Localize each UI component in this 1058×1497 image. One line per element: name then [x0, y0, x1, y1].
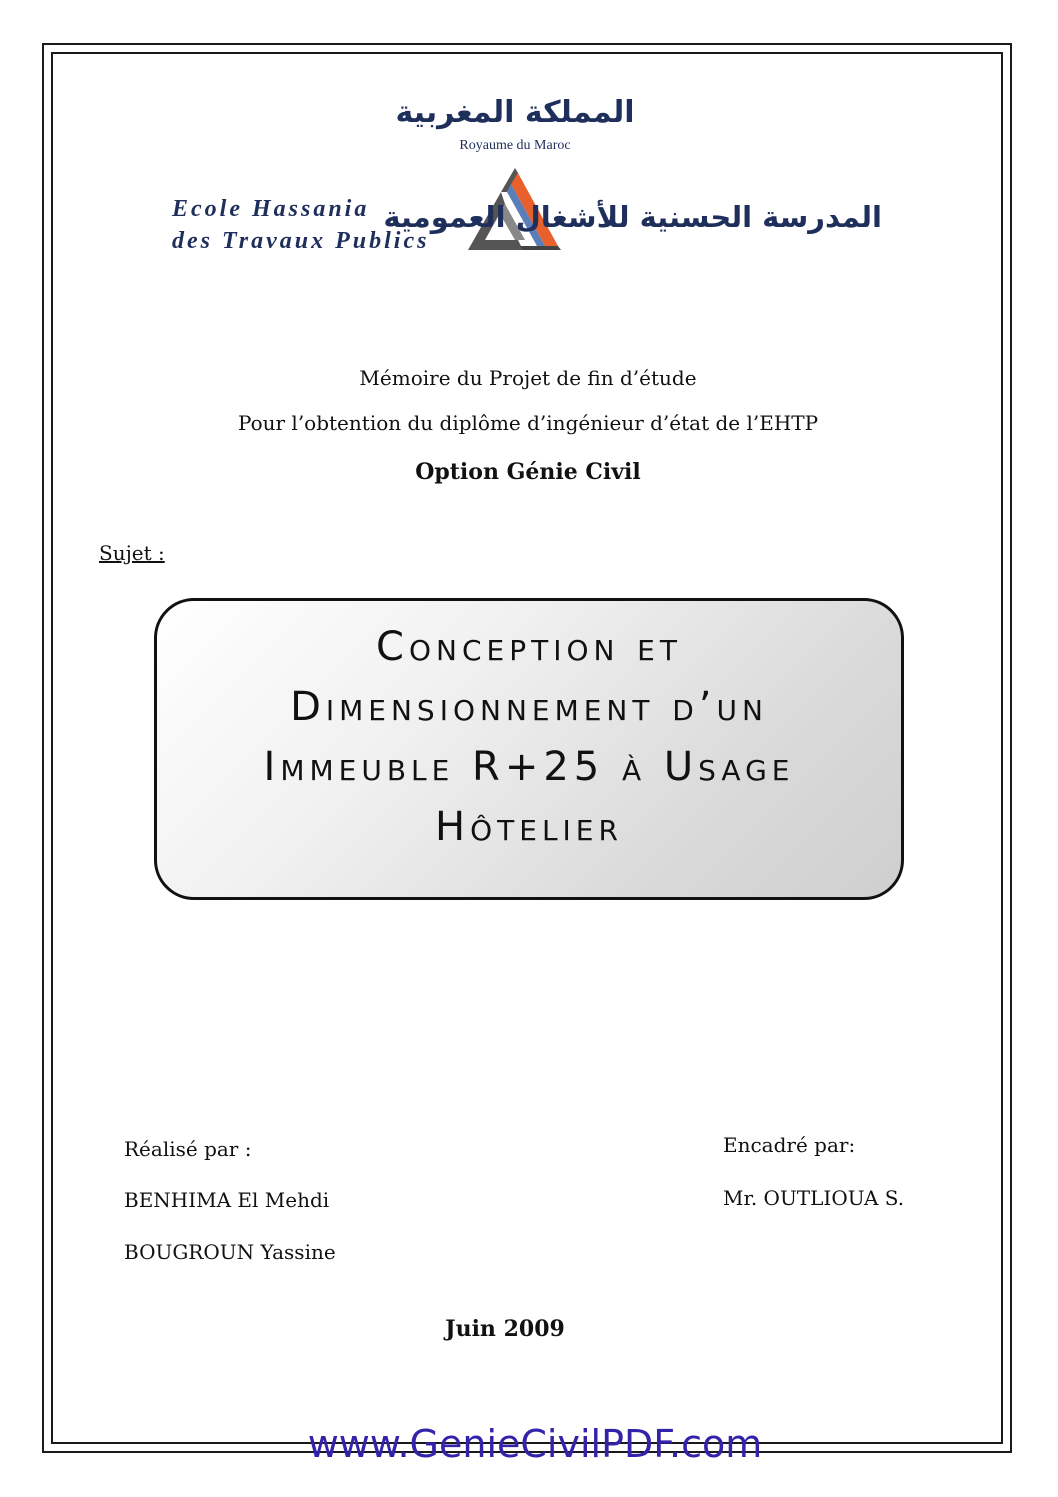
- author-name: BENHIMA El Mehdi: [124, 1188, 330, 1212]
- supervisor-name: Mr. OUTLIOUA S.: [723, 1186, 905, 1210]
- diploma-line: Pour l’obtention du diplôme d’ingénieur d’état de l’EHTP: [237, 411, 819, 435]
- school-name-french-line2: des Travaux Publics: [172, 228, 430, 254]
- subject-label: Sujet :: [99, 541, 165, 565]
- watermark-link[interactable]: www.GenieCivilPDF.com: [307, 1422, 763, 1466]
- kingdom-arabic-logo-text: المملكة المغربية: [395, 95, 635, 130]
- option-line: Option Génie Civil: [415, 459, 641, 485]
- subject-title-line4: Hôtelier: [435, 804, 623, 850]
- school-name-french-line1: Ecole Hassania: [172, 196, 370, 222]
- realise-label: Réalisé par :: [124, 1137, 252, 1161]
- subject-title-line3: Immeuble R+25 à Usage: [263, 744, 795, 790]
- subject-title: [157, 617, 901, 857]
- date-line: Juin 2009: [445, 1316, 565, 1342]
- subject-title-line2: Dimensionnement d’un: [290, 684, 768, 730]
- author-name: BOUGROUN Yassine: [124, 1240, 336, 1264]
- memoire-line: Mémoire du Projet de fin d’étude: [359, 366, 697, 390]
- supervisor-label: Encadré par:: [723, 1133, 856, 1157]
- subject-title-line1: Conception et: [376, 624, 682, 670]
- school-name-arabic: المدرسة الحسنية للأشغال العمومية: [383, 200, 882, 234]
- kingdom-french-text: Royaume du Maroc: [459, 138, 571, 153]
- subject-title-box: [154, 598, 904, 900]
